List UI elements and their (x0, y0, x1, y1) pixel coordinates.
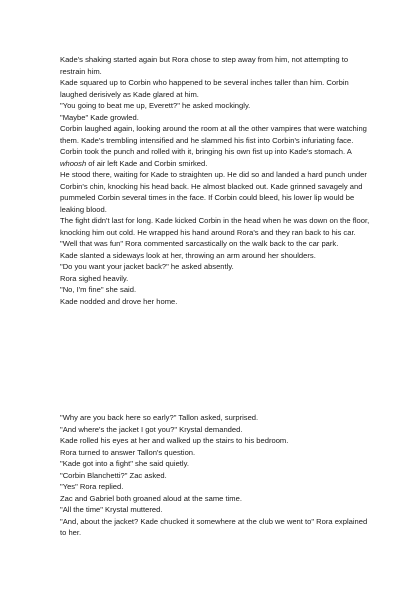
paragraph: "You going to beat me up, Everett?" he asked mockingly. (60, 101, 251, 110)
paragraph: "All the time" Krystal muttered. (60, 505, 163, 514)
paragraph: Kade's shaking started again but Rora chose to step away from him, not attempting to restrain him. (60, 55, 349, 76)
paragraph: Rora sighed heavily. (60, 273, 129, 283)
paragraph: "Well that was fun" Rora commented sarcastically on the walk back to the car park. (60, 239, 339, 248)
text-block-home (60, 412, 370, 539)
paragraph: "Yes" Rora replied. (60, 482, 124, 491)
paragraph: "Maybe" Kade growled. (60, 112, 139, 122)
paragraph-lead: Corbin laughed again, looking around the room at all the other vampires that were watching them. Kade's trembling intensified and he slammed his fist into Corbin's infuriating face. Corbin took the punch and rolled with it, bringing his own fist up into Kade's stomach. A (60, 124, 367, 156)
paragraph: "Do you want your jacket back?" he asked absently. (60, 262, 234, 271)
paragraph: "And where's the jacket I got you?" Krystal demanded. (60, 424, 243, 434)
paragraph: "Why are you back here so early?" Tallon asked, surprised. (60, 413, 259, 422)
paragraph: "Corbin Blanchetti?" Zac asked. (60, 470, 167, 480)
paragraph-tail: of air left Kade and Corbin smirked. (86, 158, 208, 168)
paragraph: Rora turned to answer Tallon's question. (60, 447, 196, 457)
paragraph: Zac and Gabriel both groaned aloud at the same time. (60, 493, 242, 503)
paragraph: Kade squared up to Corbin who happened to be several inches taller than him. Corbin laughed derisively as Kade glared at him. (60, 78, 349, 99)
paragraph: "Kade got into a fight" she said quietly. (60, 459, 189, 468)
paragraph: "No, I'm fine" she said. (60, 285, 137, 294)
emphasis-word: whoosh (60, 158, 87, 168)
paragraph: Kade nodded and drove her home. (60, 296, 178, 306)
text-block-fight (60, 54, 370, 307)
paragraph: Kade slanted a sideways look at her, throwing an arm around her shoulders. (60, 250, 316, 260)
paragraph: He stood there, waiting for Kade to straighten up. He did so and landed a hard punch under Corbin's chin, knocking his head back. He almost blacked out. Kade grinned savagely and pummeled Corbin several times in the face. If Corbin could bleed, his lower lip would be leaking blood. (60, 170, 367, 214)
paragraph-with-emphasis (60, 123, 370, 169)
paragraph: The fight didn't last for long. Kade kicked Corbin in the head when he was down on the floor, knocking him out cold. He wrapped his hand around Rora's and they ran back to his car. (60, 216, 370, 237)
paragraph: "And, about the jacket? Kade chucked it somewhere at the club we went to" Rora explained to her. (60, 516, 368, 537)
paragraph: Kade rolled his eyes at her and walked up the stairs to his bedroom. (60, 436, 289, 445)
